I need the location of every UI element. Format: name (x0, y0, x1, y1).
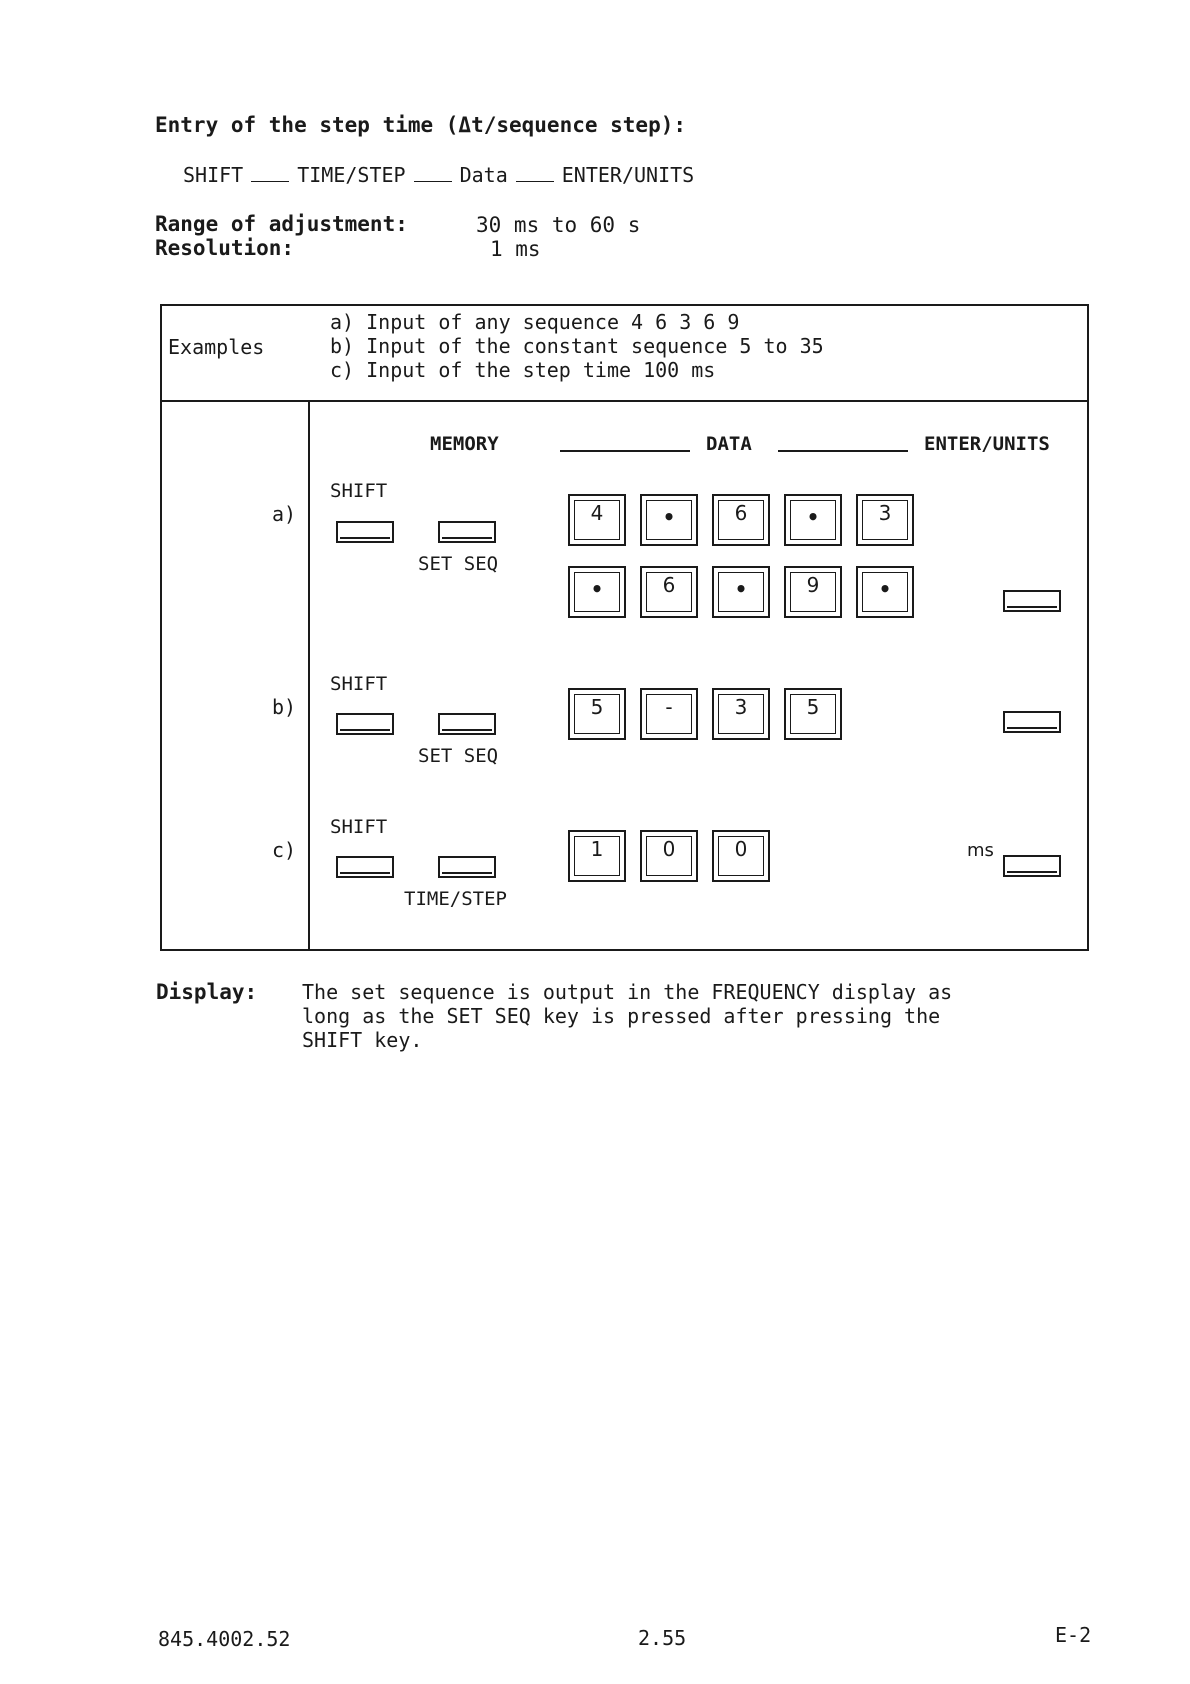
row-a-key-label: SET SEQ (418, 553, 499, 575)
row-c-label: c) (272, 838, 297, 862)
row-a-set-seq-key[interactable] (438, 521, 496, 543)
display-line-3: SHIFT key. (302, 1028, 423, 1052)
row-b-key-label: SET SEQ (418, 745, 499, 767)
row-b-dash-key[interactable]: - (640, 688, 698, 740)
row-c-digit-key[interactable]: 0 (640, 830, 698, 882)
examples-label: Examples (168, 335, 265, 359)
row-c-time-step-key[interactable] (438, 856, 496, 878)
example-item-b: b) Input of the constant sequence 5 to 35 (330, 334, 824, 358)
key-seq-time-step: TIME/STEP (297, 163, 406, 187)
key-sequence (183, 163, 694, 187)
key-seq-enter-units: ENTER/UNITS (561, 163, 695, 187)
row-a-shift-key[interactable] (336, 521, 394, 543)
range-value: 30 ms to 60 s (476, 213, 641, 237)
row-a-label: a) (272, 502, 297, 526)
display-line-2: long as the SET SEQ key is pressed after pressing the (302, 1004, 941, 1028)
row-b-shift-label: SHIFT (330, 673, 388, 695)
range-label: Range of adjustment: (155, 212, 408, 236)
row-c-digit-key[interactable]: 1 (568, 830, 626, 882)
row-a-shift-label: SHIFT (330, 480, 388, 502)
display-line-1: The set sequence is output in the FREQUENCY display as (302, 980, 953, 1004)
key-seq-data: Data (459, 163, 508, 187)
row-b-digit-key[interactable]: 5 (568, 688, 626, 740)
page-heading: Entry of the step time (Δt/sequence step): (155, 113, 687, 137)
row-b-set-seq-key[interactable] (438, 713, 496, 735)
row-c-unit-label: ms (967, 840, 994, 861)
row-b-shift-key[interactable] (336, 713, 394, 735)
row-a-digit-key[interactable]: 3 (856, 494, 914, 546)
row-b-enter-key[interactable] (1003, 711, 1061, 733)
row-a-enter-key[interactable] (1003, 590, 1061, 612)
row-b-digit-key[interactable]: 5 (784, 688, 842, 740)
row-c-shift-key[interactable] (336, 856, 394, 878)
row-c-key-label: TIME/STEP (404, 888, 507, 910)
row-a-digit-key[interactable]: 6 (712, 494, 770, 546)
row-c-digit-key[interactable]: 0 (712, 830, 770, 882)
row-c-enter-ms-key[interactable] (1003, 855, 1061, 877)
resolution-value: 1 ms (490, 237, 541, 261)
column-data: DATA (706, 433, 752, 455)
display-label: Display: (156, 980, 258, 1004)
row-b-label: b) (272, 695, 297, 719)
footer-doc-number: 845.4002.52 (158, 1627, 291, 1651)
row-a-decimal-key[interactable]: • (640, 494, 698, 546)
example-item-a: a) Input of any sequence 4 6 3 6 9 (330, 310, 740, 334)
row-a-digit-key[interactable]: 9 (784, 566, 842, 618)
row-a-decimal-key[interactable]: • (856, 566, 914, 618)
row-a-digit-key[interactable]: 4 (568, 494, 626, 546)
key-seq-shift: SHIFT (183, 163, 244, 187)
row-a-decimal-key[interactable]: • (784, 494, 842, 546)
row-b-digit-key[interactable]: 3 (712, 688, 770, 740)
row-a-digit-key[interactable]: 6 (640, 566, 698, 618)
row-c-shift-label: SHIFT (330, 816, 388, 838)
example-item-c: c) Input of the step time 100 ms (330, 358, 716, 382)
column-memory: MEMORY (430, 433, 499, 455)
row-a-decimal-key[interactable]: • (712, 566, 770, 618)
resolution-label: Resolution: (155, 236, 295, 260)
footer-revision: E-2 (1055, 1623, 1092, 1647)
column-enter-units: ENTER/UNITS (924, 433, 1050, 455)
row-a-decimal-key[interactable]: • (568, 566, 626, 618)
footer-page-number: 2.55 (638, 1626, 687, 1650)
